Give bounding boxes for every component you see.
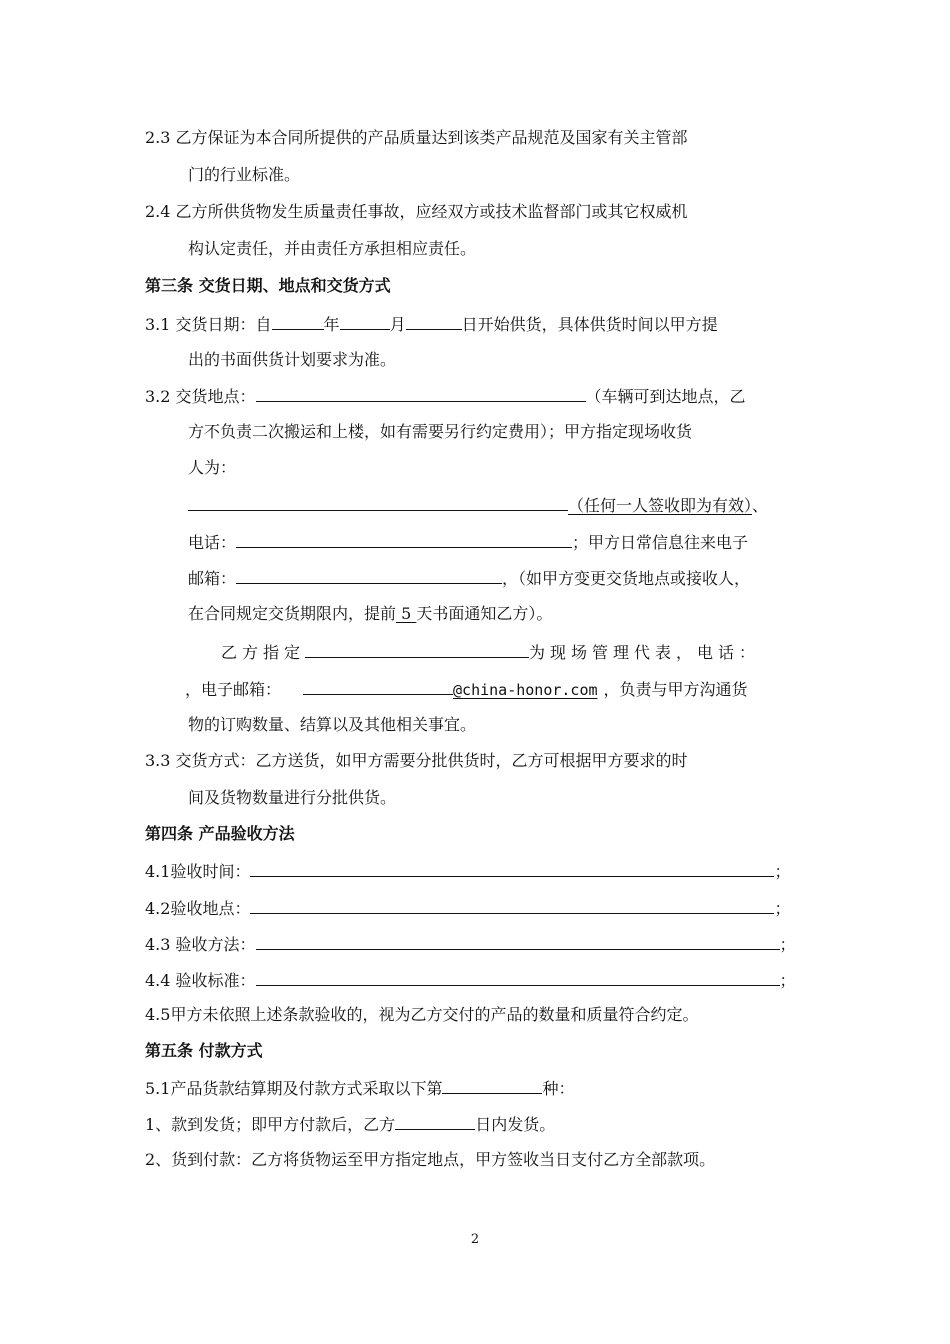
receiver-note: （任何一人签收即为有效） [568, 496, 753, 515]
clause-4-4-end: ； [779, 971, 796, 990]
clause-3-2-line-3: 人为： [188, 458, 237, 477]
clause-4-4-label: 4.4 验收标准： [145, 971, 256, 990]
payment-option-1-text-b: 日内发货。 [475, 1115, 556, 1134]
notice-text-b: 天书面通知乙方）。 [416, 604, 553, 623]
blank-delivery-location [256, 385, 586, 402]
clause-3-2-text-b: （车辆可到达地点，乙 [585, 387, 746, 406]
email-tail: ，（如甲方变更交货地点或接收人， [502, 569, 751, 588]
clause-4-3 [145, 933, 796, 955]
blank-inspection-method [256, 933, 780, 950]
clause-3-3-line-2: 间及货物数量进行分批供货。 [188, 788, 397, 807]
article-5-heading: 第五条 付款方式 [145, 1041, 263, 1060]
clause-3-1-text-c: 月 [389, 315, 406, 334]
clause-3-2-receiver-line [188, 494, 768, 516]
clause-3-2-phone-line [188, 531, 748, 553]
clause-5-1-text-a: 5.1产品货款结算期及付款方式采取以下第 [145, 1079, 443, 1098]
clause-4-3-end: ； [779, 935, 796, 954]
blank-inspection-time [250, 860, 774, 877]
blank-phone [236, 531, 572, 548]
rep-text-a: 乙方指定 [221, 643, 306, 662]
payment-option-2: 2、货到付款：乙方将货物运至甲方指定地点，甲方签收当日支付乙方全部款项。 [145, 1150, 716, 1169]
clause-4-1-end: ； [774, 862, 791, 881]
clause-3-2-line-1 [145, 385, 746, 407]
clause-3-2-rep-email-line [185, 678, 748, 700]
phone-tail: ；甲方日常信息往来电子 [572, 533, 749, 552]
rep-email-domain: @china-honor.com [453, 681, 598, 699]
rep-text-b: 为现场管理代表，电话： [529, 643, 761, 662]
page-number: 2 [470, 1232, 480, 1247]
blank-rep-email [303, 678, 453, 695]
clause-4-4 [145, 969, 796, 991]
notice-text-a: 在合同规定交货期限内，提前 [188, 604, 397, 623]
article-3-heading: 第三条 交货日期、地点和交货方式 [145, 276, 391, 295]
blank-rep-name [305, 641, 529, 658]
clause-3-3-line-1: 3.3 交货方式：乙方送货，如甲方需要分批供货时，乙方可根据甲方要求的时 [145, 751, 688, 770]
clause-3-1-line-1 [145, 313, 718, 335]
blank-year [272, 313, 324, 330]
blank-payment-option [442, 1077, 542, 1094]
blank-receiver [188, 494, 568, 511]
article-4-heading: 第四条 产品验收方法 [145, 824, 295, 843]
clause-3-2-rep-line-3: 物的订购数量、结算以及其他相关事宜。 [188, 715, 477, 734]
blank-email [236, 567, 502, 584]
phone-label: 电话： [188, 533, 237, 552]
receiver-note-tail: 、 [752, 496, 769, 515]
payment-option-1 [145, 1113, 555, 1135]
clause-5-1 [145, 1077, 574, 1099]
notice-days: 5 [396, 604, 417, 623]
clause-2-4-line-2: 构认定责任，并由责任方承担相应责任。 [188, 239, 477, 258]
clause-4-2-label: 4.2验收地点： [145, 899, 251, 918]
blank-inspection-standard [256, 969, 780, 986]
clause-4-3-label: 4.3 验收方法： [145, 935, 256, 954]
clause-4-1-label: 4.1验收时间： [145, 862, 251, 881]
clause-2-4-line-1: 2.4 乙方所供货物发生质量责任事故，应经双方或技术监督部门或其它权威机 [145, 202, 688, 221]
clause-3-2-text-a: 3.2 交货地点： [145, 387, 256, 406]
clause-3-2-email-line [188, 567, 750, 589]
clause-5-1-text-b: 种： [542, 1079, 575, 1098]
clause-4-5: 4.5甲方未依照上述条款验收的，视为乙方交付的产品的数量和质量符合约定。 [145, 1005, 699, 1024]
clause-2-3-line-2: 门的行业标准。 [188, 165, 301, 184]
clause-4-2 [145, 897, 790, 919]
rep-email-tail: ，负责与甲方沟通货 [603, 680, 748, 699]
clause-3-1-text-d: 日开始供货，具体供货时间以甲方提 [461, 315, 718, 334]
clause-3-2-rep-line [221, 641, 760, 663]
email-label: 邮箱： [188, 569, 237, 588]
clause-3-2-line-2: 方不负责二次搬运和上楼，如有需要另行约定费用）；甲方指定现场收货 [188, 422, 693, 441]
blank-delivery-days [395, 1113, 475, 1130]
payment-option-1-text-a: 1、款到发货；即甲方付款后，乙方 [145, 1115, 396, 1134]
rep-email-label: ，电子邮箱： [185, 680, 282, 699]
clause-2-3-line-1: 2.3 乙方保证为本合同所提供的产品质量达到该类产品规范及国家有关主管部 [145, 128, 688, 147]
clause-4-2-end: ； [774, 899, 791, 918]
clause-3-1-line-2: 出的书面供货计划要求为准。 [188, 350, 397, 369]
clause-4-1 [145, 860, 790, 882]
blank-inspection-location [250, 897, 774, 914]
clause-3-1-text-b: 年 [323, 315, 340, 334]
clause-3-1-text-a: 3.1 交货日期：自 [145, 315, 272, 334]
clause-3-2-notice-line [188, 604, 552, 624]
blank-month [340, 313, 390, 330]
blank-day [406, 313, 462, 330]
